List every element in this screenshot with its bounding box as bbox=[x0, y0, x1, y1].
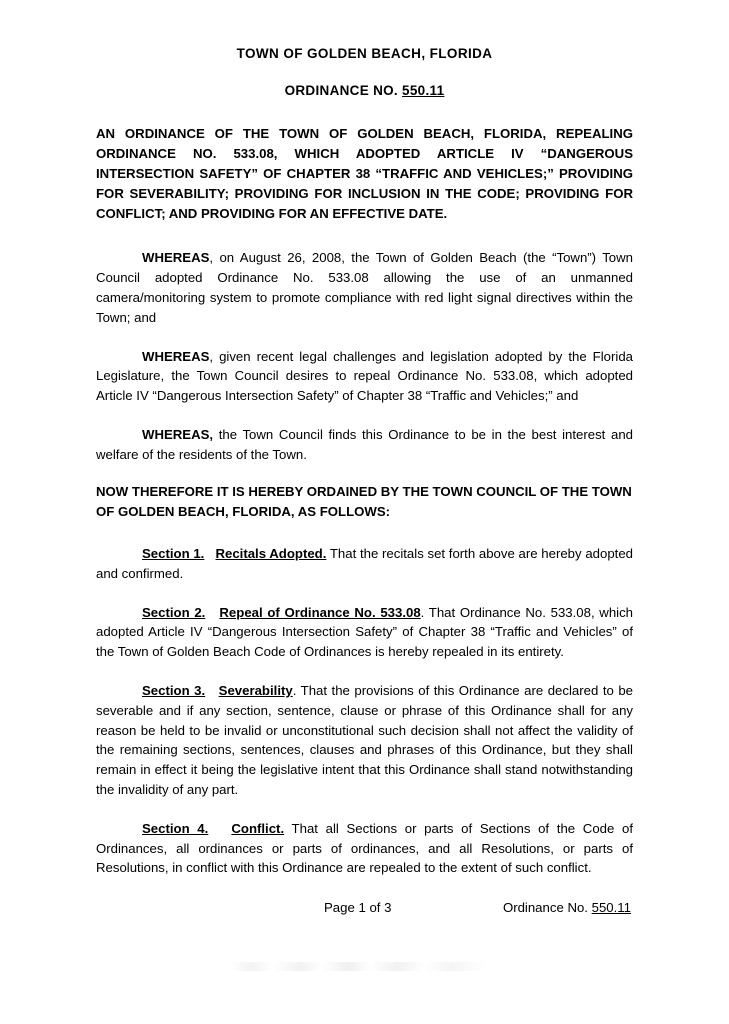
town-heading: TOWN OF GOLDEN BEACH, FLORIDA bbox=[236, 46, 493, 61]
document-body bbox=[96, 46, 633, 878]
section-2-number: Section 2. bbox=[142, 604, 206, 620]
ordinance-heading bbox=[96, 83, 633, 98]
recital-2-text: , given recent legal challenges and legislation adopted by the Florida Legislature, the Town Council desires to repeal Ordinance No. 533.08, which adopted Article IV “Dangerous Intersection Safety” of Chapter 38 “Traffic and Vehicles;” and bbox=[96, 348, 633, 404]
section-2-text: . That Ordinance No. 533.08, which adopted Article IV “Dangerous Intersection Safety” of Chapter 38 “Traffic and Vehicles” of the Town of Golden Beach Code of Ordinances is hereby repealed in its entirety. bbox=[96, 604, 634, 660]
section-3-heading: Severability bbox=[218, 683, 293, 699]
section-1 bbox=[96, 544, 633, 584]
section-1-text: That the recitals set forth above are hereby adopted and confirmed. bbox=[96, 546, 633, 581]
recital-1 bbox=[96, 248, 633, 327]
enacting-clause: NOW THEREFORE IT IS HEREBY ORDAINED BY THE TOWN COUNCIL OF THE TOWN OF GOLDEN BEACH, FLORIDA, AS FOLLOWS: bbox=[96, 484, 632, 520]
recital-2 bbox=[96, 347, 633, 406]
section-4-heading: Conflict. bbox=[231, 820, 285, 836]
section-3-number: Section 3. bbox=[142, 683, 206, 699]
recital-1-lead: WHEREAS bbox=[142, 250, 210, 266]
footer-ordinance bbox=[503, 900, 631, 915]
footer-ordinance-label: Ordinance No. bbox=[502, 900, 592, 915]
ordinance-heading-label: ORDINANCE NO. bbox=[284, 83, 403, 98]
scan-artifact bbox=[230, 962, 500, 971]
ordinance-caption: AN ORDINANCE OF THE TOWN OF GOLDEN BEACH, FLORIDA, REPEALING ORDINANCE NO. 533.08, WHICH ADOPTED ARTICLE IV “DANGEROUS INTERSECTION SAFETY” OF CHAPTER 38 “TRAFFIC AND VEHICLES;” PROVIDING FOR SEVERABILITY; PROVIDING FOR INCLUSION IN THE CODE; PROVIDING FOR CONFLICT; AND PROVIDING FOR AN EFFECTIVE DATE. bbox=[96, 126, 633, 222]
section-4-text: That all Sections or parts of Sections of the Code of Ordinances, all ordinances or parts of ordinances, and all Resolutions, or parts of Resolutions, in conflict with this Ordinance are repealed to the extent of such conflict. bbox=[96, 820, 633, 876]
recital-3-text: the Town Council finds this Ordinance to be in the best interest and welfare of the residents of the Town. bbox=[96, 426, 633, 462]
section-4-number: Section 4. bbox=[142, 820, 209, 836]
section-3-text: . That the provisions of this Ordinance are declared to be severable and if any section, sentence, clause or phrase of this Ordinance shall for any reason be held to be invalid or unconstitutional such decision shall not affect the validity of the remaining sections, sentences, clauses and phrases of this Ordinance, but they shall remain in effect it being the legislative intent that this Ordinance shall stand notwithstanding the invalidity of any part. bbox=[96, 683, 633, 798]
page-number: Page 1 of 3 bbox=[324, 900, 392, 915]
recital-3-lead: WHEREAS, bbox=[142, 426, 214, 442]
section-1-heading: Recitals Adopted. bbox=[215, 546, 327, 562]
page-footer bbox=[96, 900, 633, 915]
recital-3 bbox=[96, 425, 633, 465]
footer-ordinance-number: 550.11 bbox=[591, 900, 631, 915]
section-4 bbox=[96, 819, 633, 878]
ordinance-heading-number: 550.11 bbox=[402, 83, 445, 98]
section-2 bbox=[96, 603, 633, 662]
section-3 bbox=[96, 681, 633, 800]
recital-2-lead: WHEREAS bbox=[142, 348, 210, 364]
section-1-number: Section 1. bbox=[142, 546, 205, 562]
section-2-heading: Repeal of Ordinance No. 533.08 bbox=[219, 604, 421, 620]
recital-1-text: , on August 26, 2008, the Town of Golden Beach (the “Town”) Town Council adopted Ordinance No. 533.08 allowing the use of an unmanned camera/monitoring system to promote compliance with red light signal directives within the Town; and bbox=[96, 250, 633, 325]
